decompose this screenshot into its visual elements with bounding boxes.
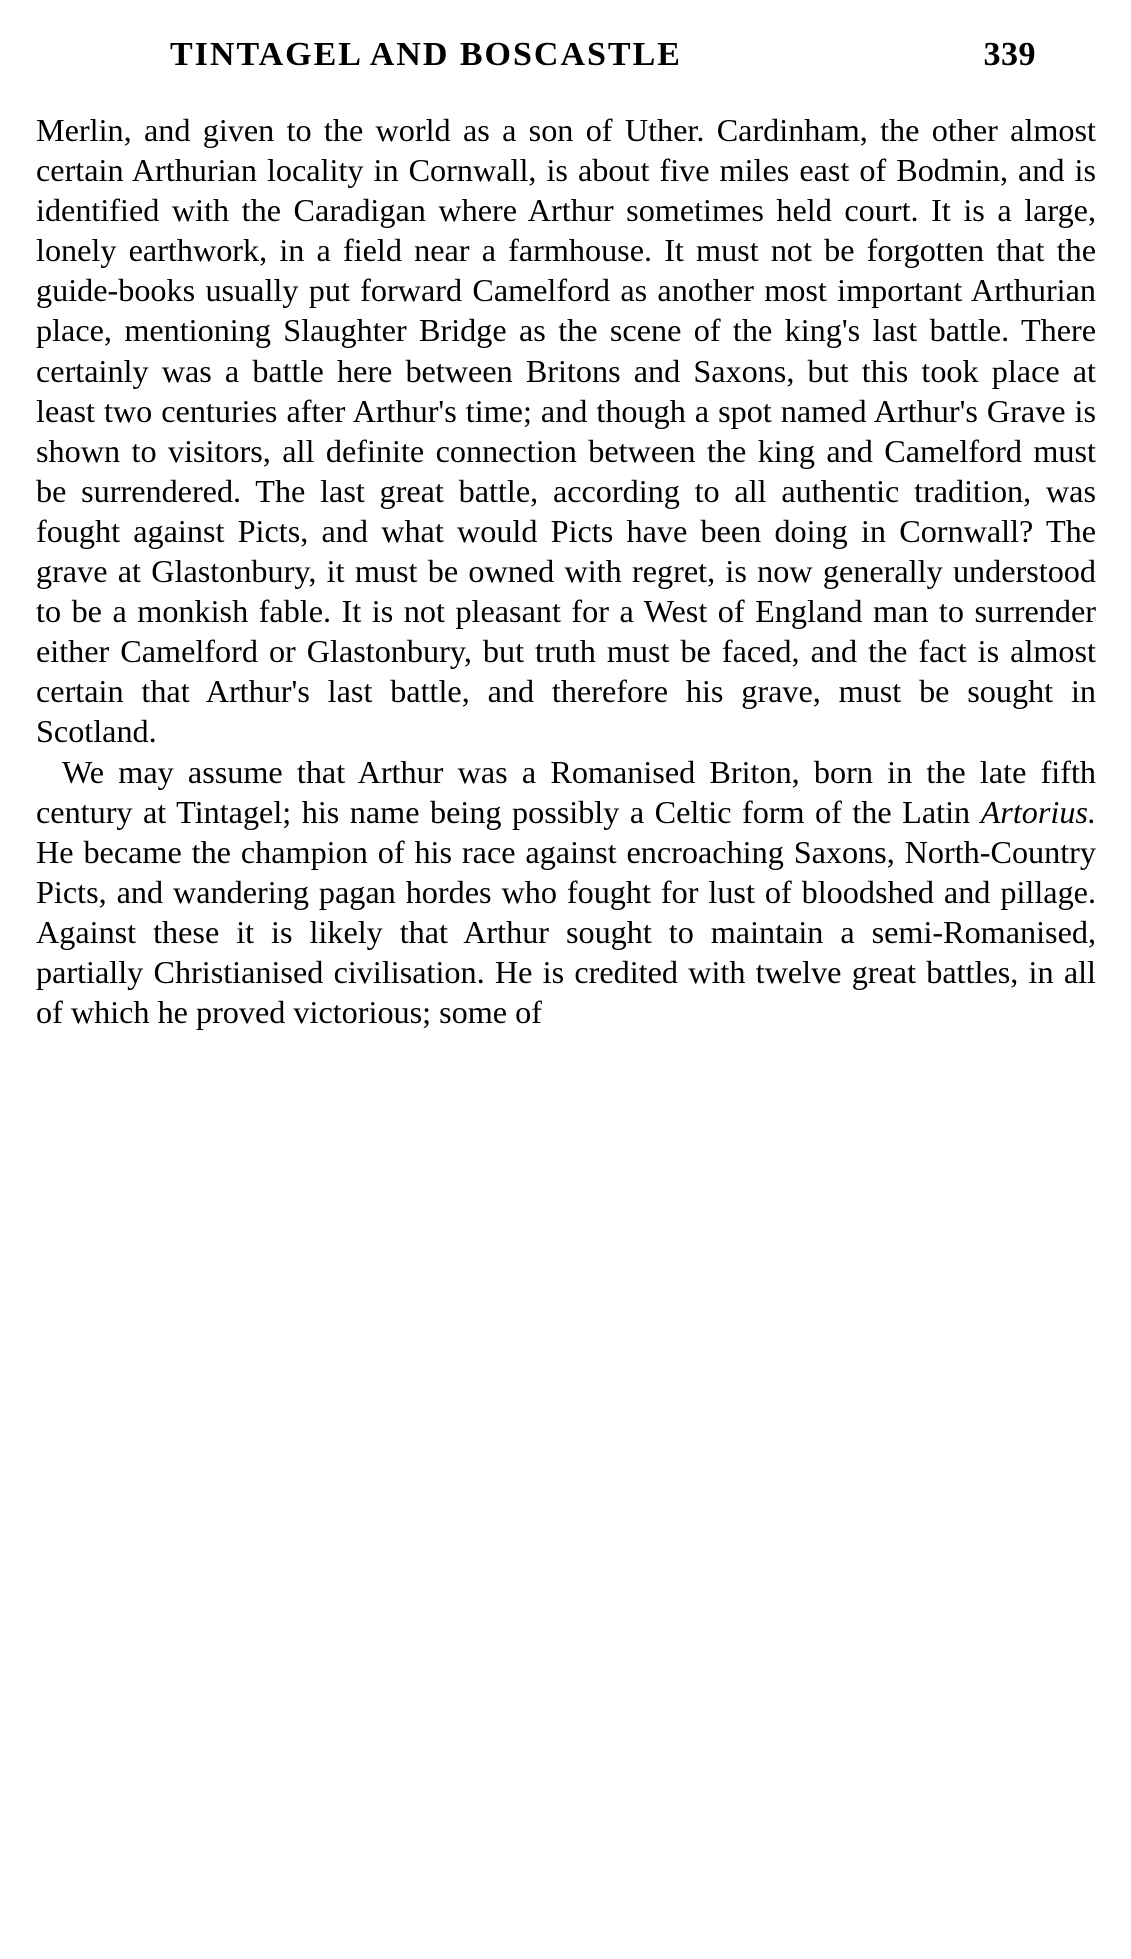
page-body bbox=[36, 110, 1096, 1032]
paragraph-2-text-before-italic: We may assume that Arthur was a Romanised Briton, born in the late fifth century at Tintagel; his name being possibly a Celtic form of the Latin bbox=[36, 753, 1096, 830]
latin-term-artorius: Artorius. bbox=[980, 793, 1096, 830]
page-header bbox=[115, 36, 1036, 88]
running-title: TINTAGEL AND BOSCASTLE bbox=[170, 36, 682, 73]
page-number: 339 bbox=[983, 36, 1036, 73]
paragraph-1: Merlin, and given to the world as a son of Uther. Cardinham, the other almost certain Arthurian locality in Cornwall, is about five miles east of Bodmin, and is identified with the Caradigan where Arthur sometimes held court. It is a large, lonely earthwork, in a field near a farmhouse. It must not be forgotten that the guide-books usually put forward Camelford as another most important Arthurian place, mentioning Slaughter Bridge as the scene of the king's last battle. There certainly was a battle here between Britons and Saxons, but this took place at least two centuries after Arthur's time; and though a spot named Arthur's Grave is shown to visitors, all definite connection between the king and Camelford must be surrendered. The last great battle, according to all authentic tradition, was fought against Picts, and what would Picts have been doing in Cornwall? The grave at Glastonbury, it must be owned with regret, is now generally understood to be a monkish fable. It is not pleasant for a West of England man to surrender either Camelford or Glastonbury, but truth must be faced, and the fact is almost certain that Arthur's last battle, and therefore his grave, must be sought in Scotland. bbox=[36, 112, 1096, 750]
paragraph-2-text-after-italic: He became the champion of his race against encroaching Saxons, North-Country Picts, and wandering pagan hordes who fought for lust of bloodshed and pillage. Against these it is likely that Arthur sought to maintain a semi-Romanised, partially Christianised civilisation. He is credited with twelve great battles, in all of which he proved victorious; some of bbox=[36, 833, 1096, 1031]
paragraph-2 bbox=[36, 752, 1096, 1033]
